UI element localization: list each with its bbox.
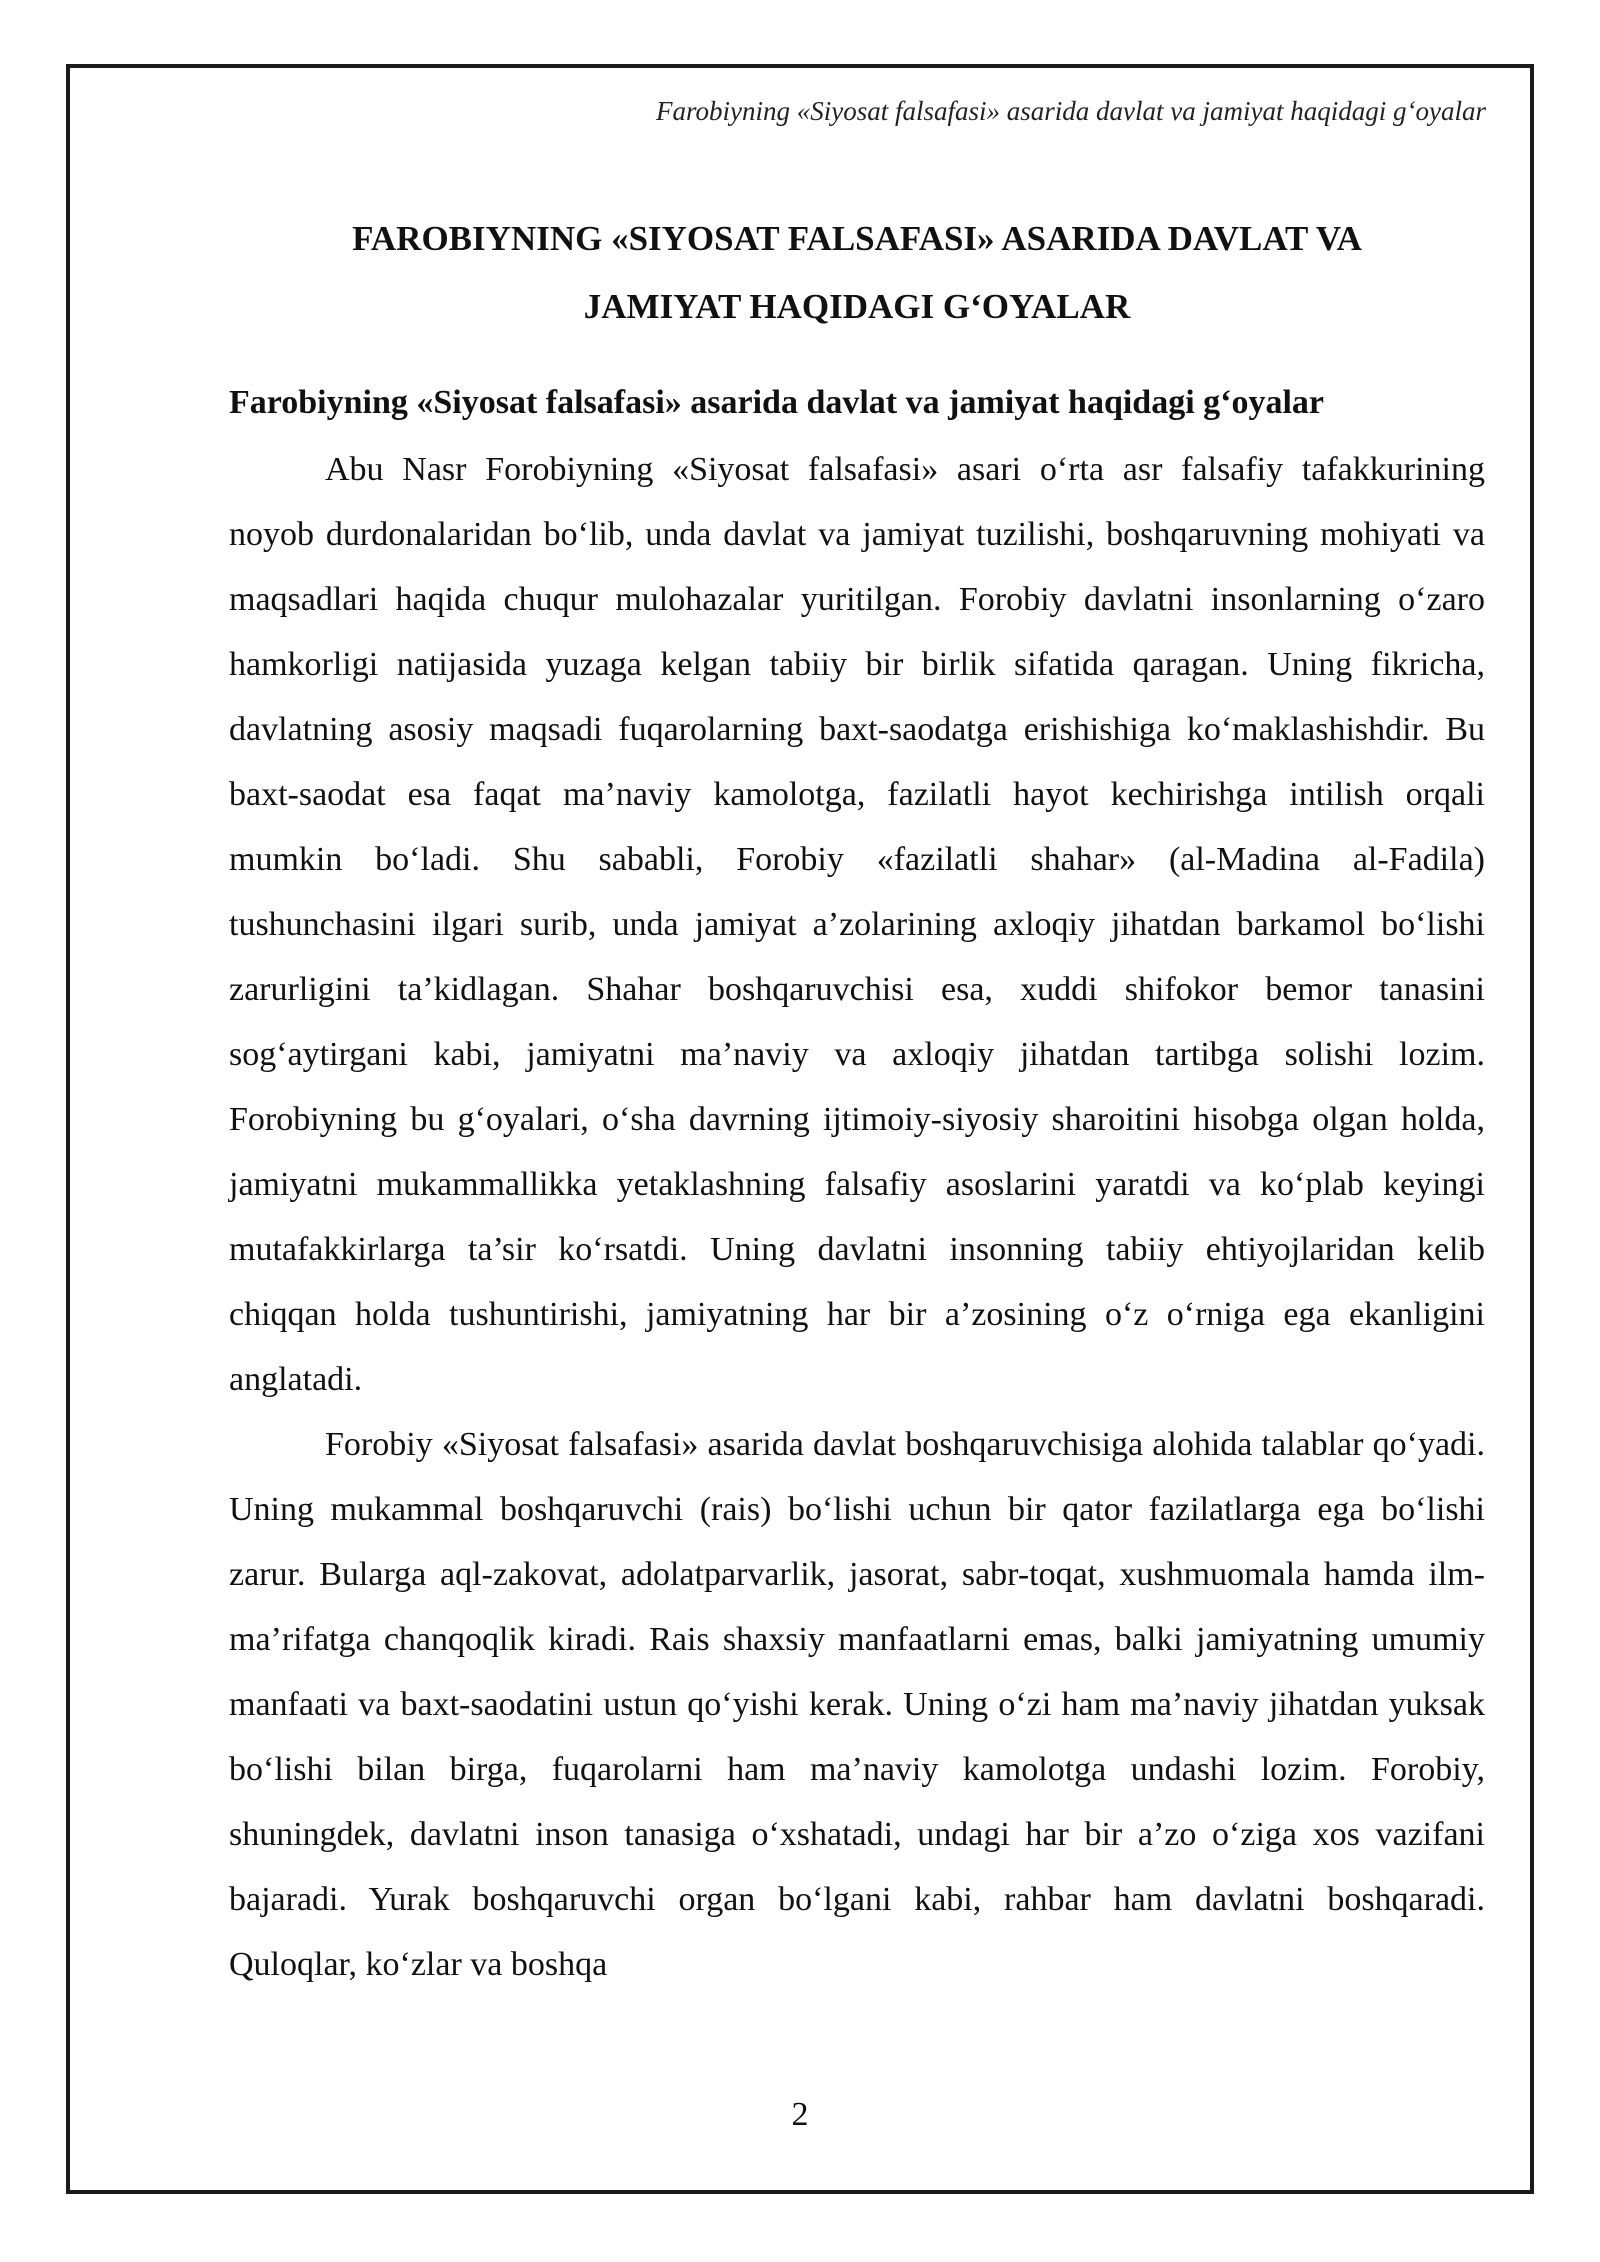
section-heading: Farobiyning «Siyosat falsafasi» asarida davlat va jamiyat haqidagi g‘oyalar: [229, 384, 1325, 421]
body-paragraph-2: Forobiy «Siyosat falsafasi» asarida davlat boshqaruvchisiga alohida talablar qo‘yadi. Uning mukammal boshqaruvchi (rais) bo‘lishi uchun bir qator fazilatlarga ega bo‘lishi zarur. Bularga aql-zakovat, adolatparvarlik, jasorat, sabr-toqat, xushmuomala hamda ilm-ma’rifatga chanqoqlik kiradi. Rais shaxsiy manfaatlarni emas, balki jamiyatning umumiy manfaati va baxt-saodatini ustun qo‘yishi kerak. Uning o‘zi ham ma’naviy jihatdan yuksak bo‘lishi bilan birga, fuqarolarni ham ma’naviy kamolotga undashi lozim. Forobiy, shuningdek, davlatni inson tanasiga o‘xshatadi, undagi har bir a’zo o‘ziga xos vazifani bajaradi. Yurak boshqaruvchi organ bo‘lgani kabi, rahbar ham davlatni boshqaradi. Quloqlar, ko‘zlar va boshqa: [229, 1426, 1485, 1983]
document-title-line-1: FAROBIYNING «SIYOSAT FALSAFASI» ASARIDA DAVLAT VA: [352, 219, 1362, 258]
page-content: [229, 205, 1485, 1997]
body-paragraph-1: Abu Nasr Forobiyning «Siyosat falsafasi» asari o‘rta asr falsafiy tafakkurining noyob durdonalaridan bo‘lib, unda davlat va jamiyat tuzilishi, boshqaruvning mohiyati va maqsadlari haqida chuqur mulohazalar yuritilgan. Forobiy davlatni insonlarning o‘zaro hamkorligi natijasida yuzaga kelgan tabiiy bir birlik sifatida qaragan. Uning fikricha, davlatning asosiy maqsadi fuqarolarning baxt-saodatga erishishiga ko‘maklashishdir. Bu baxt-saodat esa faqat ma’naviy kamolotga, fazilatli hayot kechirishga intilish orqali mumkin bo‘ladi. Shu sababli, Forobiy «fazilatli shahar» (al-Madina al-Fadila) tushunchasini ilgari surib, unda jamiyat a’zolarining axloqiy jihatdan barkamol bo‘lishi zarurligini ta’kidlagan. Shahar boshqaruvchisi esa, xuddi shifokor bemor tanasini sog‘aytirgani kabi, jamiyatni ma’naviy va axloqiy jihatdan tartibga solishi lozim. Forobiyning bu g‘oyalari, o‘sha davrning ijtimoiy-siyosiy sharoitini hisobga olgan holda, jamiyatni mukammallikka yetaklashning falsafiy asoslarini yaratdi va ko‘plab keyingi mutafakkirlarga ta’sir ko‘rsatdi. Uning davlatni insonning tabiiy ehtiyojlaridan kelib chiqqan holda tushuntirishi, jamiyatning har bir a’zosining o‘z o‘rniga ega ekanligini anglatadi.: [229, 451, 1485, 1398]
document-title-line-2: JAMIYAT HAQIDAGI G‘OYALAR: [583, 287, 1131, 326]
page-number: 2: [791, 2096, 809, 2133]
running-header: Farobiyning «Siyosat falsafasi» asarida davlat va jamiyat haqidagi g‘oyalar: [656, 96, 1486, 126]
document-title: [229, 205, 1485, 341]
